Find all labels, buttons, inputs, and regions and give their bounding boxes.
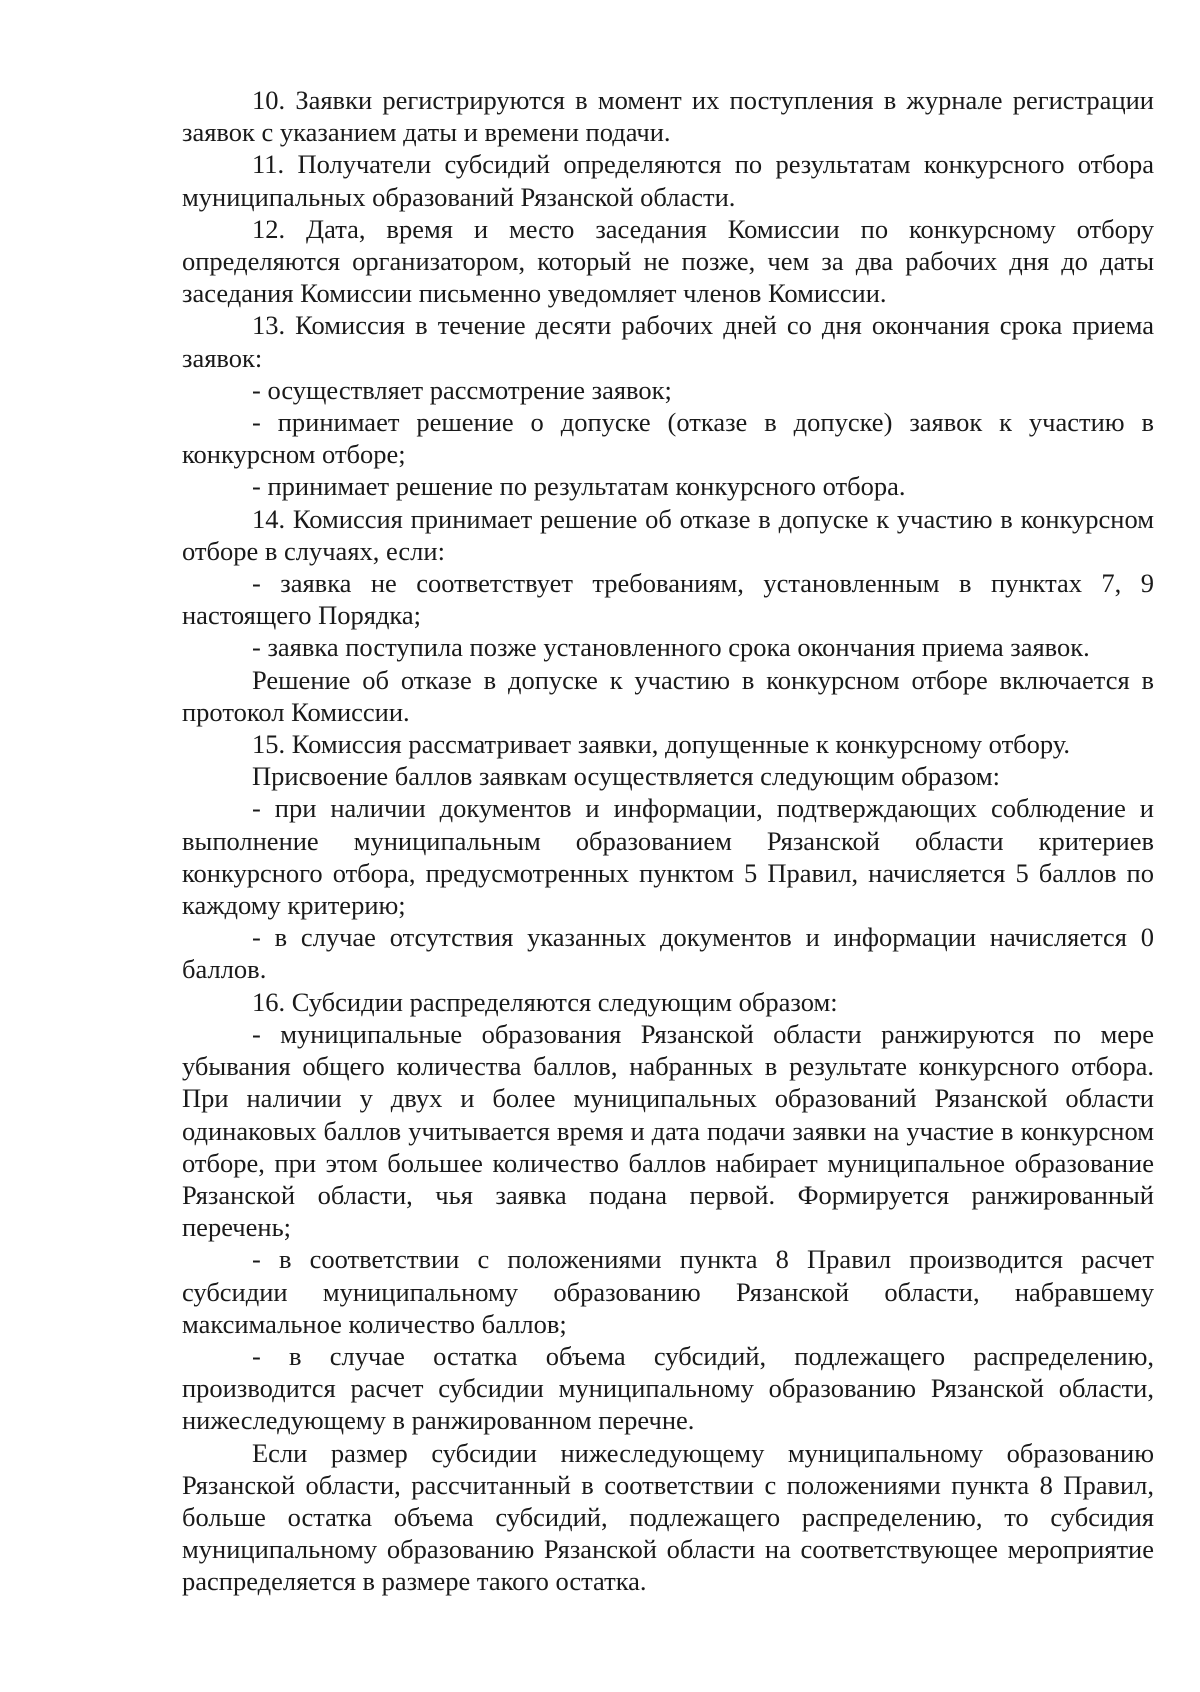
paragraph-14: 14. Комиссия принимает решение об отказе в допуске к участию в конкурсном отборе в случаях, если: [182,503,1154,566]
paragraph-16-remainder: Если размер субсидии нижеследующему муниципальному образованию Рязанской области, рассчитанный в соответствии с положениями пункта 8 Правил, больше остатка объема субсидий, подлежащего распределению, то субсидия муниципальному образованию Рязанской области на соответствующее мероприятие распределяется в размере такого остатка. [182,1437,1154,1597]
paragraph-11: 11. Получатели субсидий определяются по результатам конкурсного отбора муниципальных образований Рязанской области. [182,149,1154,212]
list-item: - в случае остатка объема субсидий, подлежащего распределению, производится расчет субсидии муниципальному образованию Рязанской области, нижеследующему в ранжированном перечне. [182,1340,1154,1436]
list-item: - в соответствии с положениями пункта 8 Правил производится расчет субсидии муниципальному образованию Рязанской области, набравшему максимальное количество баллов; [182,1244,1154,1339]
list-item: - принимает решение по результатам конкурсного отбора. [252,471,906,502]
list-item: - осуществляет рассмотрение заявок; [252,374,672,405]
list-item: - заявка поступила позже установленного срока окончания приема заявок. [252,632,1090,663]
document-page [182,84,1154,1598]
paragraph-15-scoring: Присвоение баллов заявкам осуществляется следующим образом: [252,761,1001,792]
list-item: - заявка не соответствует требованиям, установленным в пунктах 7, 9 настоящего Порядка; [182,568,1154,631]
paragraph-12: 12. Дата, время и место заседания Комиссии по конкурсному отбору определяются организатором, который не позже, чем за два рабочих дня до даты заседания Комиссии письменно уведомляет членов Комиссии. [182,213,1154,309]
list-item: - в случае отсутствия указанных документов и информации начисляется 0 баллов. [182,922,1154,985]
paragraph-13: 13. Комиссия в течение десяти рабочих дней со дня окончания срока приема заявок: [182,310,1154,373]
paragraph-14-decision: Решение об отказе в допуске к участию в конкурсном отборе включается в протокол Комиссии. [182,664,1154,727]
list-item: - муниципальные образования Рязанской области ранжируются по мере убывания общего количества баллов, набранных в результате конкурсного отбора. При наличии у двух и более муниципальных образований Рязанской области одинаковых баллов учитывается время и дата подачи заявки на участие в конкурсном отборе, при этом большее количество баллов набирает муниципальное образование Рязанской области, чья заявка подана первой. Формируется ранжированный перечень; [182,1018,1154,1243]
paragraph-16: 16. Субсидии распределяются следующим образом: [252,986,838,1017]
list-item: - при наличии документов и информации, подтверждающих соблюдение и выполнение муниципальным образованием Рязанской области критериев конкурсного отбора, предусмотренных пунктом 5 Правил, начисляется 5 баллов по каждому критерию; [182,793,1154,921]
paragraph-15: 15. Комиссия рассматривает заявки, допущенные к конкурсному отбору. [252,729,1071,760]
paragraph-10: 10. Заявки регистрируются в момент их поступления в журнале регистрации заявок с указанием даты и времени подачи. [182,85,1154,148]
list-item: - принимает решение о допуске (отказе в допуске) заявок к участию в конкурсном отборе; [182,407,1154,470]
